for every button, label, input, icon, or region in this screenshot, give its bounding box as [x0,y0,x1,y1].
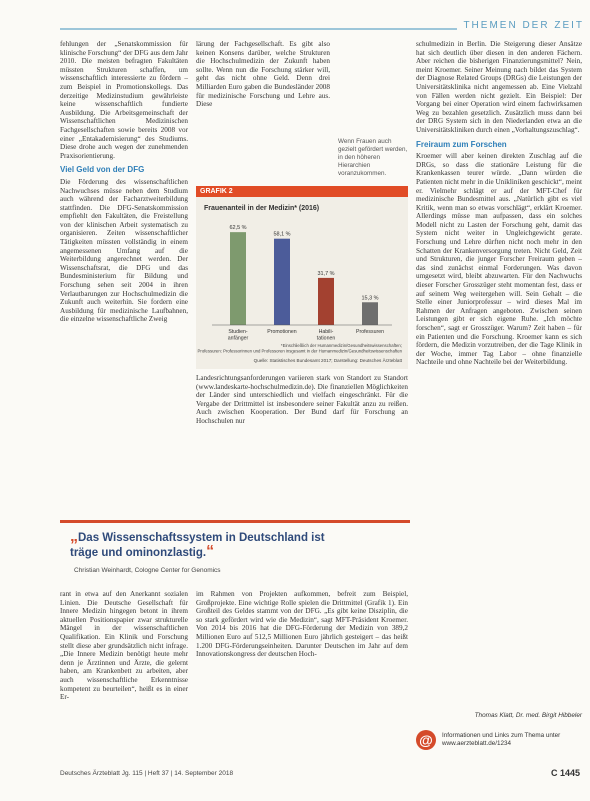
page-number: C 1445 [550,768,580,778]
bar-4 [362,302,378,325]
x-tick-label: Professuren [356,329,384,335]
section-title: THEMEN DER ZEIT [457,20,584,31]
column-2-top [196,40,330,109]
column-1-top [60,40,188,324]
column-1-paragraph-2: Die Förderung des wissenschaftlichen Nachwuchses müsse neben dem Studium auch während der Facharztweiterbildung stattfinden. Die DFG-Senatskommission empfiehlt den Fakultäten, die Freistellung von der klinischen Arbeit systematisch zu organisieren. Zeiten wissenschaftlicher Tätigkeiten müssten vollständig in einem angemessenen Umfang auf die Weiterbildung angerechnet werden. Der Wissenschaftsrat, die DFG und das Bundesministerium für Bildung und Forschung sehen seit 2004 in ihren Verlautbarungen zur Hochschulmedizin die Zukunft auch weiterhin. Sie fordern eine Ausbildung für medizinische Laufbahnen, die einzelne wissenschaftliche Zweig [60,177,188,324]
figure-label: GRAFIK 2 [196,186,408,197]
column-3-paragraph: schulmedizin in Berlin. Die Steigerung dieser Ansätze hat sich deutlich über diesen in den anderen Fächern. Aber reichen die bisherigen Finanzierungsmittel? Nein, meint Kroemer. Seiner Meinung nach bildet das System der Diagnose Related Groups (DRGs) die Leistungen der Universitätsklinika nicht angemessen ab. Eine Vielzahl von Fällen werden nicht gezielt. Ein Beispiel: Der Vorgang bei einer Operation wird einem fachwirksamen Weg zu bezahlen gesetzlich. Zusätzlich muss dann bei der DRG System sich in den Niederlanden etwa an die Universitätskliniken durch einen „Vorhaltungszuschlag“. [416,40,582,134]
column-1-paragraph: fehlungen der „Senatskommission für klinische Forschung“ der DFG aus dem Jahr 2010. Die meisten befragten Fakultäten müssten Strukturen schaffen, um wissenschaftlich interessierte zu fördern – zum Beispiel in Promotionskollegs. Das derzeitige Medizinstudium gewährleiste keine wissenschaftlich fundierte Ausbildung. Die Arbeitsgemeinschaft der Wissenschaftlichen Medizinischen Fachgesellschaften sowie bereits 2008 vor einer „Entakademisierung“ des Studiums. Diese drohe auch wegen der zunehmenden Praxisorientierung. [60,40,188,160]
x-tick-label: Habili- [318,329,334,335]
authors: Thomas Klatt, Dr. med. Birgit Hibbeler [474,712,582,719]
chart-source: Quelle: Statistisches Bundesamt 2017; Darstellung: Deutsches Ärzteblatt [253,358,402,363]
section-header [0,18,590,40]
chart-title: Frauenanteil in der Medizin* (2016) [204,205,320,212]
pull-quote [60,520,410,582]
chart-footnote-line-1: *Einschließlich der Humanmedizin/Gesundheitswissenschaften; [280,343,402,348]
x-tick-label: tationen [316,335,336,342]
quote-text [70,530,400,560]
x-tick-label: Promotionen [267,329,297,335]
bar-value-label: 62,5 % [229,225,247,232]
quote-attribution: Christian Weinhardt, Cologne Center for Genomics [74,567,221,574]
column-1-subheading: Viel Geld von der DFG [60,165,145,175]
column-2-mid [196,374,408,426]
bar-chart [196,197,408,369]
chart-figure [196,186,408,369]
quote-line-2: träge und ominonzlastig. [70,547,207,559]
web-reference-text[interactable]: Informationen und Links zum Thema unter www.aerzteblatt.de/1234 [442,732,561,747]
x-tick-label: anfänger [227,335,249,342]
quote-close-mark: “ [206,543,215,560]
column-1-paragraph-3: rant in etwa auf den Anerkannt sozialen Linien. Die Deutsche Gesellschaft für Innere Medizin hingegen betont in ihrem aktuellen Positionspapier zwar strukturelle Mängel in der wissenschaftlichen Qualifikation. Ein Klinik und Forschung stellt diese aber grundsätzlich nicht infrage. „Die Innere Medizin benötigt heute mehr denn je Ärztinnen und Ärzte, die gelernt haben, am Krankenbett zu arbeiten, aber auch wissenschaftliche Erkenntnisse kompetent zu beurteilen“, heißt es in einer Er- [60,590,188,702]
column-2-paragraph-2: Landesrichtungsanforderungen variieren stark von Standort zu Standort (www.landeskarte-hochschulmedizin.de). Die finanziellen Möglichkeiten der Länder sind unterschiedlich und vielfach eingeschränkt. Für die Vergabe der Drittmittel ist insbesondere seiner Fakultät anzu zu reißen. Auch zwischen Kooperation. Der Bund darf für Forschung an Hochschulen nur [196,374,408,425]
column-3-subheading: Freiraum zum Forschen [416,139,507,149]
bar-value-label: 58,1 % [273,231,291,238]
bar-1 [230,232,246,325]
column-2-bottom [196,590,408,659]
side-note: Wenn Frauen auch gezielt gefördert werden, in den höheren Hierarchien voranzukommen. [338,138,408,177]
quote-rule [60,520,410,523]
bar-value-label: 15,3 % [361,295,379,302]
x-tick-label: Studien- [228,329,248,335]
quote-open-mark: „ [70,528,78,545]
bar-value-label: 31,7 % [317,270,335,277]
chart-footnote-line-2: Professuren: Professorinnen und Professoren insgesamt in der Humanmedizin/Gesundheitswissenschaften [197,348,402,354]
column-3 [416,40,582,367]
quote-line-1: Das Wissenschaftssystem in Deutschland ist [78,532,325,544]
journal-name: Deutsches Ärzteblatt [60,770,120,777]
page-footer [60,770,233,777]
column-2-paragraph: lärung der Fachgesellschaft. Es gibt also keinen Konsens darüber, welche Strukturen die Hochschulmedizin der Zukunft haben sollte. Wenn nun die Forschung stärker will, geht das nicht ohne Geld. Denn drei Milliarden Euro gaben die Bundesländer 2008 für medizinische Forschung und Lehre aus. Diese [196,40,330,109]
column-2-paragraph-3: im Rahmen von Projekten aufkommen, befreit zum Beispiel, Großprojekte. Eine wichtige Rolle spielen die Drittmittel (Grafik 1). Ein Großteil des Geldes stammt von der DFG. „Es gibt keine Disziplin, die so stark gefördert wird wie die Medizin“, sagt MFT-Präsident Kroemer. Von 2014 bis 2016 hat die DFG-Förderung der Medizin von 389,2 Millionen Euro auf 512,5 Millionen Euro jährlich gesteigert – das heißt 1.200 DFG-Förderungseinheiten. Darunter Deutschen im Jahr auf dem Innovationskongress der deutschen Hoch- [196,590,408,659]
bar-2 [274,239,290,325]
at-sign-icon: @ [416,730,436,750]
column-1-bottom [60,590,188,702]
issue-meta: Jg. 115 | Heft 37 | 14. September 2018 [121,770,234,777]
bar-3 [318,278,334,325]
web-reference[interactable] [416,728,586,756]
column-3-paragraph-2: Kroemer will aber keinen direkten Zuschlag auf die DRGs, so dass die stationäre Leistung für die Krankenkassen teurer würde. „Dann würden die Patienten nicht mehr in die Unikliniken geschickt“, meint er. Vielmehr schlägt er auf der MFT-Chef für medizinische Bundesmittel aus. „Natürlich gibt es viel Kritik, wenn man so etwas vorschlägt“, erklärt Kroemer. Allerdings müsse man aufpassen, dass ein solches Modell nicht zu Lasten der Forschung geht, damit das System nicht weiter in Ungleichgewicht gerate. Forschung und Lehre dürften nicht noch mehr in den Schatten der Krankenversorgung treten. Nicht Geld, Zeit und Strukturen, die junger Forscher Freiraum geben – das sind zunächst einmal Forderungen. Was davon umgesetzt wird, bleibt abzuwarten. Für den Nachwuchs dieser Forscher Grosszüger steht momentan fest, dass er auf seinem Weg weitergehen will. Sein Gehalt – die Stelle einer Juniorprofessur – wird dieses Mal im Rahmen der Anfragen angeboten. Zwischen seinen Leistungen gibt er sich eigene Ruhe. „Ich möchte forschen“, sagt er Grosszüger. Warum? Zeit haben – für ein Patienten und die Forschung. Kroemer kann es sich fördern, die Medizin vorzutreiben, der die Tage Klinik in der Woche, immer Tag Labor – ohne finanzielle Nachteile und ohne Nachteile bei der Weiterbildung. [416,152,582,367]
